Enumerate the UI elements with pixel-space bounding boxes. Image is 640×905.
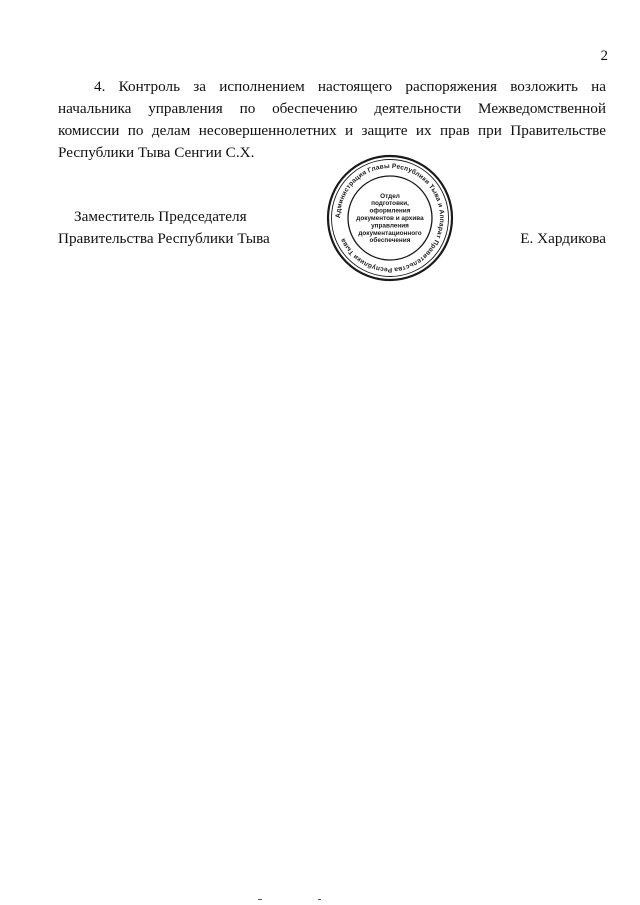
- seal-inner-line: Отдел: [380, 192, 400, 200]
- seal-outer-text: Администрация Главы Республики Тыва и Аппарат Правительства Республики Тыва: [334, 162, 446, 274]
- seal-inner-line: оформления: [369, 207, 411, 215]
- official-seal-stamp: [326, 154, 454, 282]
- seal-inner-line: управления: [371, 222, 409, 230]
- signatory-title-line2: Правительства Республики Тыва: [58, 230, 270, 247]
- seal-inner-line: обеспечения: [369, 237, 411, 245]
- signatory-title-line1: Заместитель Председателя: [74, 208, 247, 225]
- seal-inner-line: документационного: [358, 229, 422, 237]
- body-paragraph: 4. Контроль за исполнением настоящего распоряжения возложить на начальника управления по обеспечению деятельности Межведомственной комиссии по делам несовершеннолетних и защите их прав при Правительстве Республики Тыва Сенгии С.Х.: [58, 78, 606, 161]
- seal-inner-line: подготовки,: [371, 200, 409, 208]
- seal-inner-line: документов и архива: [356, 215, 424, 222]
- footer-scan-mark: [250, 899, 330, 901]
- signatory-title: [58, 206, 270, 250]
- signatory-name: Е. Хардикова: [520, 230, 606, 247]
- page-number: 2: [600, 48, 608, 64]
